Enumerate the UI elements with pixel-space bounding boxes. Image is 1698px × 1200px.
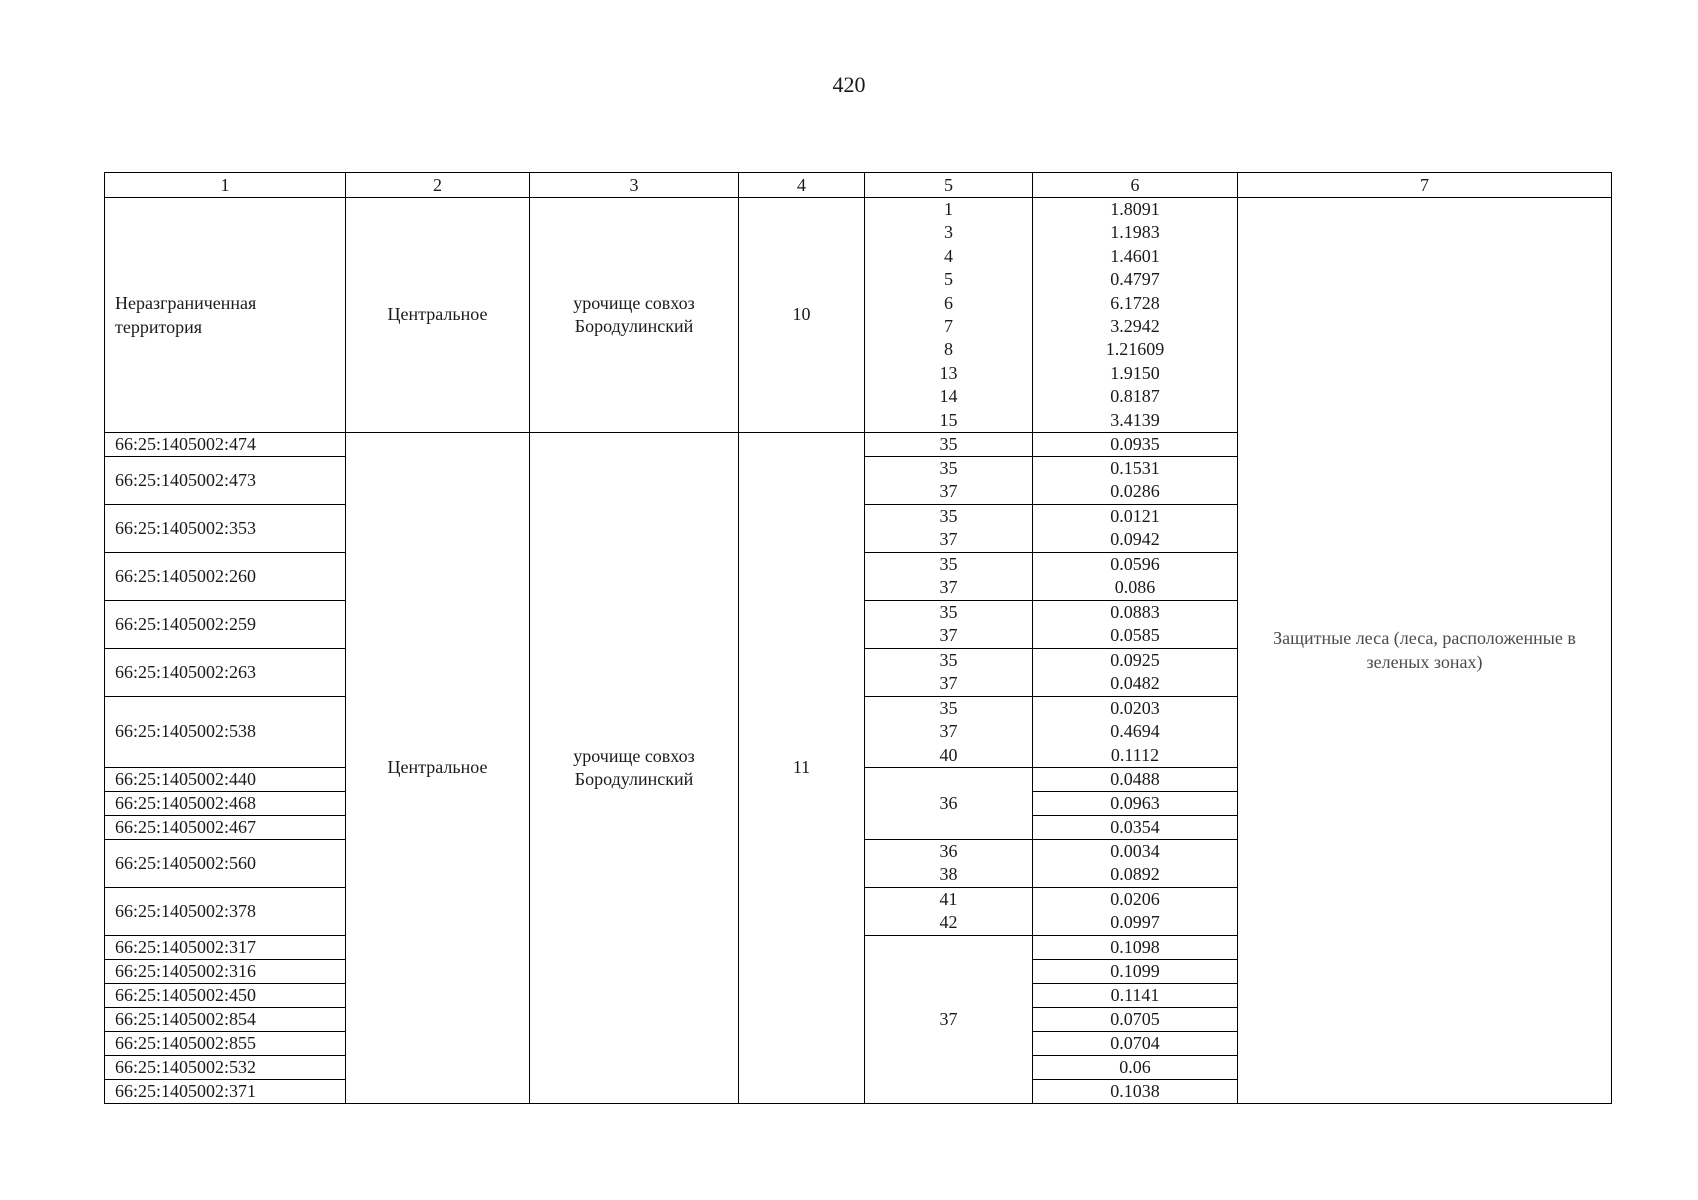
section-cell [865, 839, 1033, 887]
cadastral-number: 66:25:1405002:467 [105, 815, 346, 839]
section-value: 35 [939, 506, 958, 527]
area-cell [1033, 648, 1238, 696]
cadastral-number: 66:25:1405002:263 [105, 648, 346, 696]
area-cell [1033, 696, 1238, 767]
section-cell [865, 504, 1033, 552]
cadastral-number: 66:25:1405002:450 [105, 983, 346, 1007]
area-value: 0.4797 [1110, 269, 1160, 290]
section-value: 37 [939, 577, 958, 598]
quarter-cell: 10 [739, 198, 865, 433]
section-value: 36 [939, 841, 958, 862]
section-value: 40 [939, 744, 958, 765]
section-cell [865, 600, 1033, 648]
section-value: 35 [939, 458, 958, 479]
area-cell: 0.1098 [1033, 935, 1238, 959]
section-value: 4 [944, 245, 953, 266]
section-value: 15 [939, 409, 958, 430]
area-value: 0.0286 [1110, 481, 1160, 502]
area-cell: 0.1038 [1033, 1079, 1238, 1103]
area-value: 0.1531 [1110, 458, 1160, 479]
cadastral-number: 66:25:1405002:532 [105, 1055, 346, 1079]
section-value: 37 [939, 625, 958, 646]
area-value: 0.0596 [1110, 554, 1160, 575]
locality-cell: урочище совхоз Бородулинский [530, 432, 739, 1103]
area-value: 0.0034 [1110, 841, 1160, 862]
cadastral-number: 66:25:1405002:353 [105, 504, 346, 552]
section-value: 7 [944, 315, 953, 336]
section-value: 38 [939, 864, 958, 885]
column-header: 6 [1033, 173, 1238, 198]
area-value: 0.0997 [1110, 912, 1160, 933]
area-cell: 0.0354 [1033, 815, 1238, 839]
cadastral-number: 66:25:1405002:260 [105, 552, 346, 600]
column-header: 2 [346, 173, 530, 198]
area-value: 0.0925 [1110, 650, 1160, 671]
section-cell: 37 [865, 935, 1033, 1103]
section-cell [865, 648, 1033, 696]
quarter-cell: 11 [739, 432, 865, 1103]
area-value: 0.0203 [1110, 698, 1160, 719]
section-value: 41 [939, 889, 958, 910]
area-value: 0.0121 [1110, 506, 1160, 527]
area-value: 3.2942 [1110, 315, 1160, 336]
section-cell [865, 552, 1033, 600]
cadastral-number: 66:25:1405002:538 [105, 696, 346, 767]
section-value: 5 [944, 269, 953, 290]
area-cell: 0.0963 [1033, 791, 1238, 815]
section-value: 37 [939, 673, 958, 694]
area-cell: 0.0705 [1033, 1007, 1238, 1031]
section-value: 6 [944, 292, 953, 313]
area-value: 0.0206 [1110, 889, 1160, 910]
section-cell [865, 456, 1033, 504]
column-header: 5 [865, 173, 1033, 198]
area-value: 0.8187 [1110, 386, 1160, 407]
area-value: 1.9150 [1110, 362, 1160, 383]
area-cell: 0.0488 [1033, 767, 1238, 791]
cadastral-number: 66:25:1405002:473 [105, 456, 346, 504]
section-value: 37 [939, 529, 958, 550]
area-value: 0.0585 [1110, 625, 1160, 646]
cadastral-number: 66:25:1405002:560 [105, 839, 346, 887]
owner-cell: Неразграниченная территория [105, 198, 346, 433]
locality-cell: урочище совхоз Бородулинский [530, 198, 739, 433]
area-value: 1.21609 [1105, 339, 1165, 360]
forest-register-table [104, 172, 1612, 1104]
area-value: 1.1983 [1110, 222, 1160, 243]
area-value: 0.1112 [1110, 744, 1160, 765]
table-row [105, 198, 1612, 433]
section-cell [865, 696, 1033, 767]
section-value: 37 [939, 481, 958, 502]
column-header: 1 [105, 173, 346, 198]
section-cell: 36 [865, 767, 1033, 839]
district-cell: Центральное [346, 198, 530, 433]
cadastral-number: 66:25:1405002:854 [105, 1007, 346, 1031]
area-cell: 0.1141 [1033, 983, 1238, 1007]
cadastral-number: 66:25:1405002:378 [105, 887, 346, 935]
section-value: 1 [944, 199, 953, 219]
cadastral-number: 66:25:1405002:371 [105, 1079, 346, 1103]
section-value: 37 [939, 721, 958, 742]
area-cell [1033, 887, 1238, 935]
area-value: 1.4601 [1110, 245, 1160, 266]
cadastral-number: 66:25:1405002:474 [105, 432, 346, 456]
page-number: 420 [832, 72, 866, 97]
area-value: 0.0892 [1110, 864, 1160, 885]
section-value: 42 [939, 912, 958, 933]
section-value: 35 [939, 554, 958, 575]
area-cell [1033, 456, 1238, 504]
column-header: 4 [739, 173, 865, 198]
area-cell: 0.1099 [1033, 959, 1238, 983]
column-header: 3 [530, 173, 739, 198]
column-number-row [105, 173, 1612, 198]
area-value: 1.8091 [1110, 199, 1160, 219]
area-value: 0.0883 [1110, 602, 1160, 623]
section-value: 35 [939, 698, 958, 719]
area-cell [1033, 504, 1238, 552]
cadastral-number: 66:25:1405002:468 [105, 791, 346, 815]
forest-category-cell: Защитные леса (леса, расположенные в зеленых зонах) [1238, 198, 1612, 1104]
area-cell [1033, 600, 1238, 648]
district-cell: Центральное [346, 432, 530, 1103]
area-value: 6.1728 [1110, 292, 1160, 313]
area-cell: 0.0704 [1033, 1031, 1238, 1055]
cadastral-number: 66:25:1405002:259 [105, 600, 346, 648]
area-value: 3.4139 [1110, 409, 1160, 430]
cadastral-number: 66:25:1405002:317 [105, 935, 346, 959]
area-cell [1033, 839, 1238, 887]
column-header: 7 [1238, 173, 1612, 198]
section-value: 35 [939, 650, 958, 671]
section-value: 8 [944, 339, 953, 360]
area-cell [1033, 552, 1238, 600]
cadastral-number: 66:25:1405002:316 [105, 959, 346, 983]
area-value: 0.086 [1114, 577, 1156, 598]
cadastral-number: 66:25:1405002:855 [105, 1031, 346, 1055]
section-value: 35 [939, 602, 958, 623]
area-value: 0.4694 [1110, 721, 1160, 742]
section-cell [865, 198, 1033, 433]
section-value: 14 [939, 386, 958, 407]
area-cell: 0.06 [1033, 1055, 1238, 1079]
area-value: 0.0482 [1110, 673, 1160, 694]
section-cell [865, 887, 1033, 935]
area-value: 0.0942 [1110, 529, 1160, 550]
area-cell [1033, 198, 1238, 433]
section-value: 13 [939, 362, 958, 383]
area-cell: 0.0935 [1033, 432, 1238, 456]
section-cell: 35 [865, 432, 1033, 456]
section-value: 3 [944, 222, 953, 243]
cadastral-number: 66:25:1405002:440 [105, 767, 346, 791]
